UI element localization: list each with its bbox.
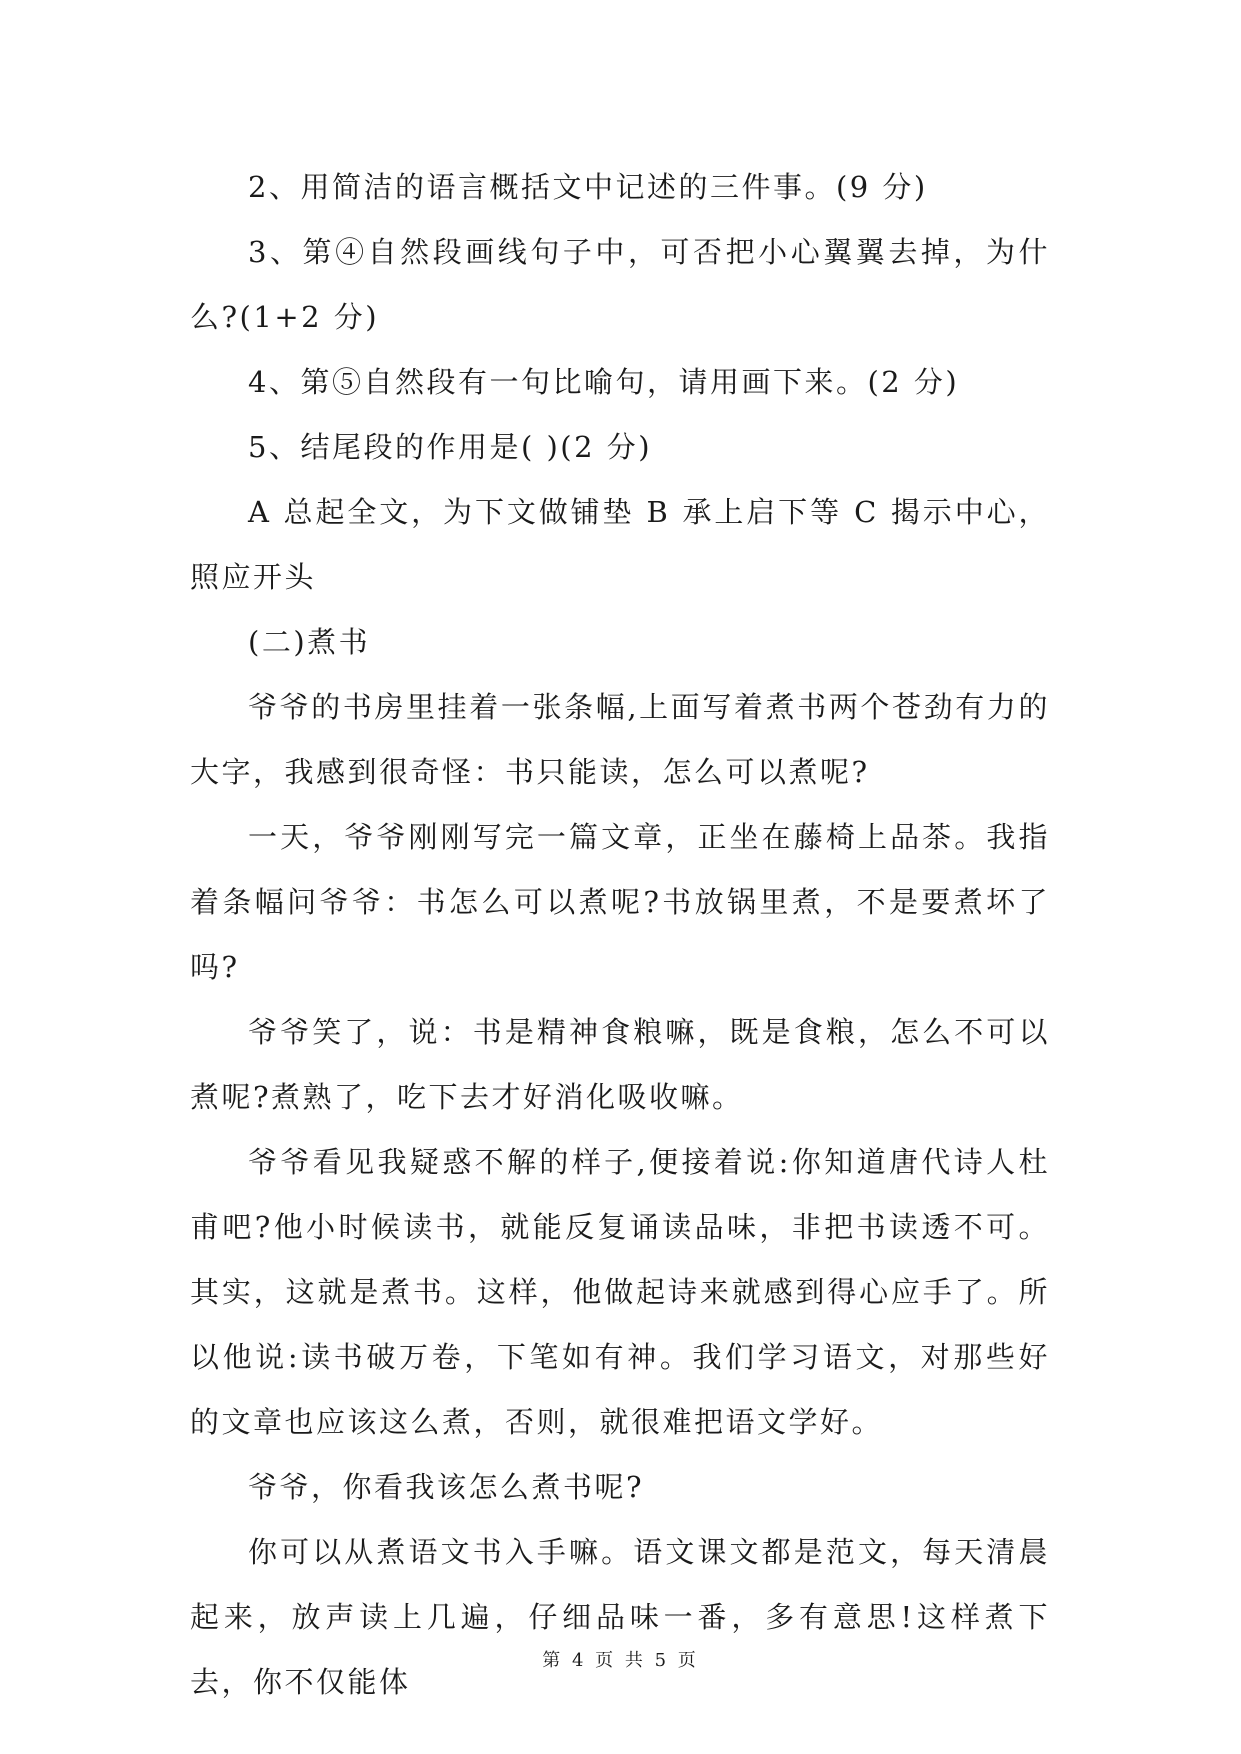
- body-paragraph: 爷爷，你看我该怎么煮书呢?: [248, 1470, 645, 1504]
- body-paragraph: 你可以从煮语文书入手嘛。语文课文都是范文，每天清晨起来，放声读上几遍，仔细品味一番，多有意思!这样煮下去，你不仅能体: [190, 1535, 1050, 1699]
- section-heading: (二)煮书: [248, 625, 371, 659]
- question-3: 3、第④自然段画线句子中，可否把小心翼翼去掉，为什么?(1+2 分): [190, 235, 1050, 334]
- body-paragraph: 爷爷笑了，说：书是精神食粮嘛，既是食粮，怎么不可以煮呢?煮熟了，吃下去才好消化吸收嘛。: [190, 1015, 1050, 1114]
- question-5: 5、结尾段的作用是( )(2 分): [248, 430, 653, 464]
- body-paragraph: 爷爷看见我疑惑不解的样子,便接着说:你知道唐代诗人杜甫吧?他小时候读书，就能反复诵读品味，非把书读透不可。其实，这就是煮书。这样，他做起诗来就感到得心应手了。所以他说:读书破万卷，下笔如有神。我们学习语文，对那些好的文章也应该这么煮，否则，就很难把语文学好。: [190, 1145, 1050, 1439]
- body-paragraph: 一天，爷爷刚刚写完一篇文章，正坐在藤椅上品茶。我指着条幅问爷爷：书怎么可以煮呢?书放锅里煮，不是要煮坏了吗?: [190, 820, 1050, 984]
- body-paragraph: 爷爷的书房里挂着一张条幅,上面写着煮书两个苍劲有力的大字，我感到很奇怪：书只能读，怎么可以煮呢?: [190, 690, 1050, 789]
- document-body: [190, 155, 1050, 1715]
- page-footer: [0, 1646, 1241, 1672]
- question-2: 2、用简洁的语言概括文中记述的三件事。(9 分): [248, 170, 928, 204]
- question-4: 4、第⑤自然段有一句比喻句，请用画下来。(2 分): [248, 365, 960, 399]
- page-number: 第 4 页 共 5 页: [542, 1650, 699, 1671]
- question-5-options: A 总起全文，为下文做铺垫 B 承上启下等 C 揭示中心，照应开头: [190, 495, 1050, 594]
